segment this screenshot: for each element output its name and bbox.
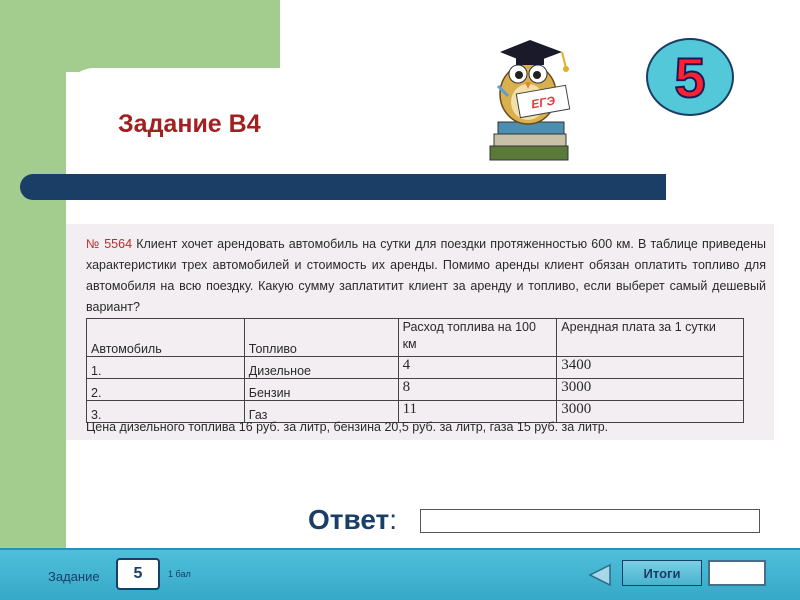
results-button[interactable]: Итоги xyxy=(622,560,702,586)
footer-task-label: Задание xyxy=(48,569,100,584)
footer-bar xyxy=(0,548,800,600)
table-header-cell: Топливо xyxy=(244,319,398,357)
answer-colon: : xyxy=(389,504,398,535)
next-button[interactable] xyxy=(708,560,766,586)
answer-input[interactable] xyxy=(420,509,760,533)
table-cell: 3. xyxy=(87,401,245,423)
table-cell: 3000 xyxy=(557,379,744,401)
table-cell: 11 xyxy=(398,401,557,423)
top-green-band xyxy=(0,0,280,72)
page-title: Задание В4 xyxy=(118,110,261,138)
table-cell: Газ xyxy=(244,401,398,423)
table-header-cell: Расход топлива на 100 км xyxy=(398,319,557,357)
car-table xyxy=(86,318,744,423)
fuel-price-note: Цена дизельного топлива 16 руб. за литр, бензина 20,5 руб. за литр, газа 15 руб. за литр. xyxy=(86,420,609,434)
problem-text: Клиент хочет арендовать автомобиль на сутки для поездки протяженностью 600 км. В таблице приведены характеристики трех автомобилей и стоимость их аренды. Помимо аренды клиент обязан оплатить топливо для автомобиля на всю поездку. Какую сумму заплатитит клиент за аренду и топливо, если выберет самый дешевый вариант? xyxy=(86,237,766,314)
title-divider-bar xyxy=(20,174,666,200)
table-row xyxy=(87,379,744,401)
answer-label xyxy=(308,504,397,536)
problem-statement xyxy=(86,234,766,318)
table-header-row xyxy=(87,319,744,357)
badge-number: 5 xyxy=(674,45,706,109)
table-cell: 2. xyxy=(87,379,245,401)
left-green-band xyxy=(0,0,66,550)
table-cell: 8 xyxy=(398,379,557,401)
previous-arrow-icon[interactable] xyxy=(588,563,612,587)
table-row xyxy=(87,357,744,379)
table-cell: 4 xyxy=(398,357,557,379)
table-cell: 3400 xyxy=(557,357,744,379)
footer-task-number: 5 xyxy=(116,558,160,590)
table-header-cell: Автомобиль xyxy=(87,319,245,357)
problem-card xyxy=(66,224,774,440)
table-cell: 3000 xyxy=(557,401,744,423)
answer-label-text: Ответ xyxy=(308,504,390,535)
task-number-badge xyxy=(646,38,734,116)
table-header-cell: Арендная плата за 1 сутки xyxy=(557,319,744,357)
table-cell: Бензин xyxy=(244,379,398,401)
mascot-label: ЕГЭ xyxy=(530,93,557,112)
footer-points: 1 бал xyxy=(168,569,191,579)
table-cell: 1. xyxy=(87,357,245,379)
owl-mascot-icon xyxy=(478,22,588,164)
problem-number: № 5564 xyxy=(86,237,133,251)
table-cell: Дизельное xyxy=(244,357,398,379)
